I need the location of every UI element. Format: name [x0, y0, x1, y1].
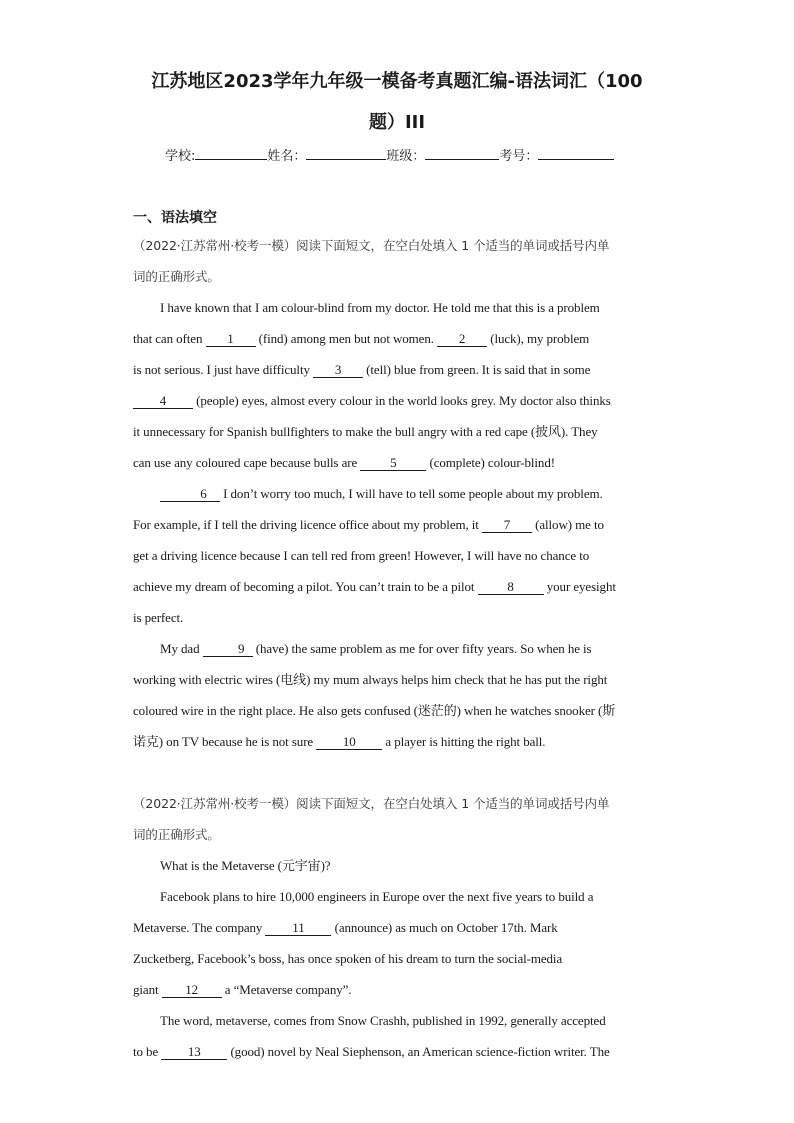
blank-9[interactable]: 9 — [203, 641, 253, 657]
text-line: is perfect. — [133, 610, 184, 625]
text-line: My dad 9 (have) the same problem as me for over fifty years. So when he is — [160, 641, 592, 656]
text-line: Metaverse. The company 11 (announce) as much on October 17th. Mark — [133, 920, 558, 935]
blank-5[interactable]: 5 — [360, 455, 426, 471]
name-blank[interactable] — [306, 146, 386, 160]
student-info-row — [165, 146, 614, 166]
passage-1 — [133, 230, 663, 757]
page-title-line-2: 题）III — [368, 112, 426, 133]
blank-6[interactable]: 6 — [160, 486, 220, 502]
blank-11[interactable]: 11 — [265, 920, 331, 936]
blank-13[interactable]: 13 — [161, 1044, 227, 1060]
blank-1[interactable]: 1 — [206, 331, 256, 347]
text-line: For example, if I tell the driving licence office about my problem, it 7 (allow) me to — [133, 517, 604, 532]
text-line: The word, metaverse, comes from Snow Crashh, published in 1992, generally accepted — [160, 1013, 606, 1028]
school-blank[interactable] — [195, 146, 267, 160]
passage-2 — [133, 788, 663, 1067]
blank-10[interactable]: 10 — [316, 734, 382, 750]
text-line: it unnecessary for Spanish bullfighters to make the bull angry with a red cape (披风). They — [133, 424, 598, 439]
passage-2-source: （2022·江苏常州·校考一模）阅读下面短文，在空白处填入 1 个适当的单词或括号内单 — [133, 796, 610, 811]
text-line: Facebook plans to hire 10,000 engineers in Europe over the next five years to build a — [160, 889, 594, 904]
text-line: to be 13 (good) novel by Neal Siephenson, an American science-fiction writer. The — [133, 1044, 610, 1059]
number-label: 考号： — [499, 149, 539, 164]
passage-2-heading: What is the Metaverse (元宇宙)? — [160, 858, 331, 873]
passage-2-source-cont: 词的正确形式。 — [133, 827, 220, 842]
blank-4[interactable]: 4 — [133, 393, 193, 409]
text-line: I have known that I am colour-blind from my doctor. He told me that this is a problem — [160, 300, 600, 315]
text-line: 4 (people) eyes, almost every colour in the world looks grey. My doctor also thinks — [133, 385, 663, 416]
text-line: working with electric wires (电线) my mum always helps him check that he has put the right — [133, 672, 608, 687]
blank-2[interactable]: 2 — [437, 331, 487, 347]
text-line: coloured wire in the right place. He also gets confused (迷茫的) when he watches snooker (斯 — [133, 703, 616, 718]
text-line: get a driving licence because I can tell red from green! However, I will have no chance to — [133, 548, 590, 563]
page-title-line-1: 江苏地区2023学年九年级一模备考真题汇编-语法词汇（100 — [151, 71, 643, 92]
blank-7[interactable]: 7 — [482, 517, 532, 533]
text-line: 诺克) on TV because he is not sure 10 a player is hitting the right ball. — [133, 734, 546, 749]
blank-8[interactable]: 8 — [478, 579, 544, 595]
number-blank[interactable] — [538, 146, 614, 160]
blank-12[interactable]: 12 — [162, 982, 222, 998]
text-line: that can often 1 (find) among men but not women. 2 (luck), my problem — [133, 331, 590, 346]
passage-1-source-cont: 词的正确形式。 — [133, 269, 220, 284]
class-blank[interactable] — [425, 146, 499, 160]
blank-3[interactable]: 3 — [313, 362, 363, 378]
text-line: Zucketberg, Facebook’s boss, has once spoken of his dream to turn the social-media — [133, 951, 563, 966]
text-line: is not serious. I just have difficulty 3 (tell) blue from green. It is said that in some — [133, 362, 591, 377]
text-line: giant 12 a “Metaverse company”. — [133, 982, 352, 997]
school-label: 学校: — [165, 149, 196, 164]
text-line: achieve my dream of becoming a pilot. You can’t train to be a pilot 8 your eyesight — [133, 579, 616, 594]
class-label: 班级： — [386, 149, 426, 164]
text-line: can use any coloured cape because bulls are 5 (complete) colour-blind! — [133, 455, 555, 470]
passage-1-source: （2022·江苏常州·校考一模）阅读下面短文，在空白处填入 1 个适当的单词或括号内单 — [133, 238, 610, 253]
section-heading: 一、语法填空 — [133, 210, 217, 226]
name-label: 姓名： — [267, 149, 307, 164]
text-line: 6 I don’t worry too much, I will have to tell some people about my problem. — [133, 478, 663, 509]
